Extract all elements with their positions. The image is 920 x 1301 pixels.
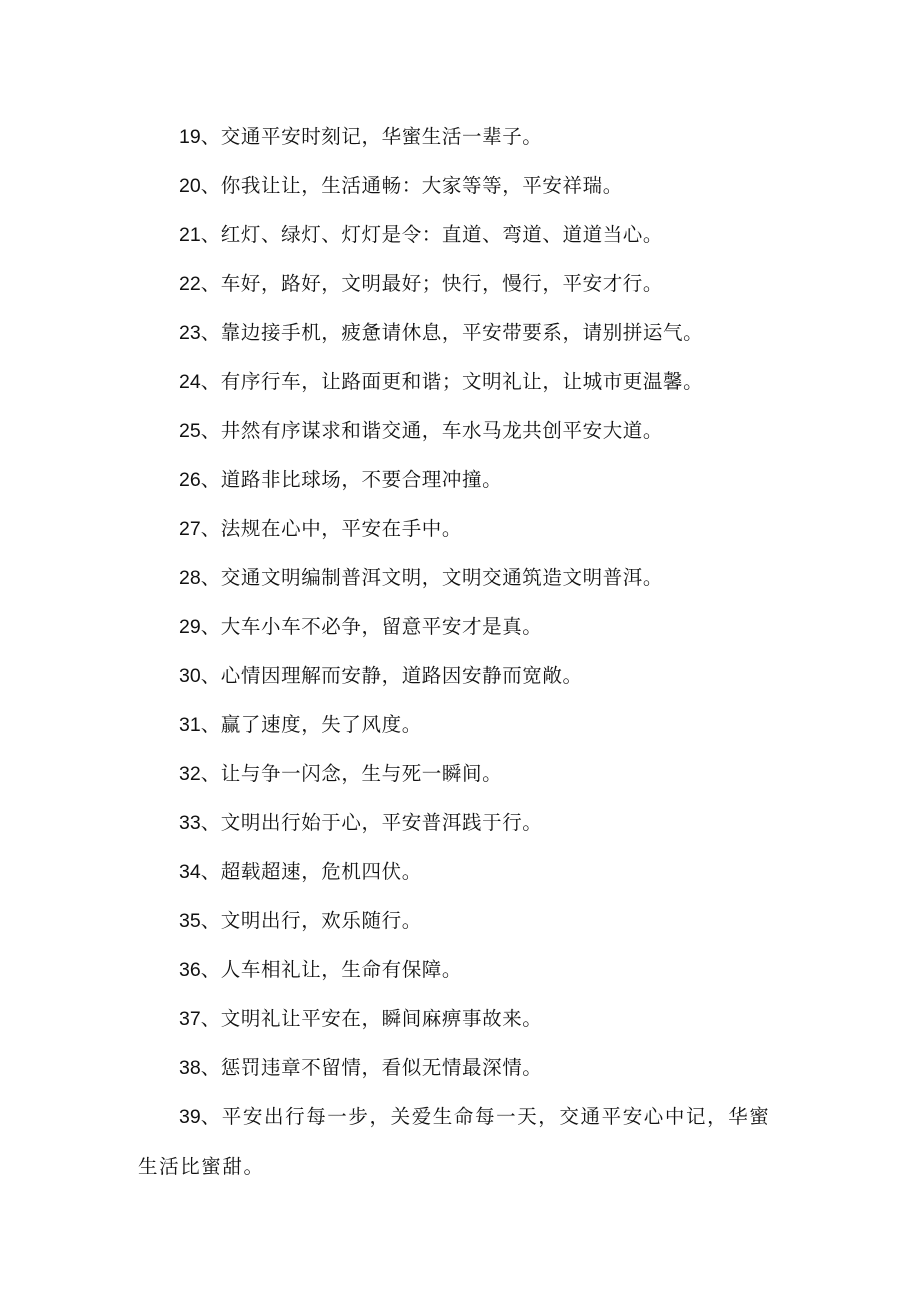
item-number: 29 <box>179 616 201 638</box>
item-number: 20 <box>179 175 201 197</box>
list-item <box>138 357 778 406</box>
list-item <box>138 1092 778 1191</box>
list-item <box>138 847 778 896</box>
item-text: 、让与争一闪念，生与死一瞬间。 <box>200 762 503 785</box>
item-text: 、法规在心中，平安在手中。 <box>200 517 463 540</box>
list-item <box>138 406 778 455</box>
item-number: 24 <box>179 371 201 393</box>
item-number: 30 <box>179 665 201 687</box>
item-text: 、靠边接手机，疲惫请休息，平安带要系，请别拼运气。 <box>200 321 704 344</box>
list-item <box>138 553 778 602</box>
item-text: 、文明礼让平安在，瞬间麻痹事故来。 <box>200 1007 543 1030</box>
item-text: 、交通文明编制普洱文明，文明交通筑造文明普洱。 <box>200 566 664 589</box>
item-text: 、大车小车不必争，留意平安才是真。 <box>200 615 543 638</box>
list-item <box>138 651 778 700</box>
item-text: 、平安出行每一步，关爱生命每一天，交通平安心中记，华蜜生活比蜜甜。 <box>138 1105 771 1178</box>
item-text: 、文明出行始于心，平安普洱践于行。 <box>200 811 543 834</box>
list-item <box>138 455 778 504</box>
item-text: 、红灯、绿灯、灯灯是令：直道、弯道、道道当心。 <box>200 223 664 246</box>
item-number: 21 <box>179 224 201 246</box>
list-item <box>138 112 778 161</box>
item-text: 、赢了速度，失了风度。 <box>200 713 422 736</box>
list-item <box>138 700 778 749</box>
item-text: 、超载超速，危机四伏。 <box>200 860 422 883</box>
item-number: 32 <box>179 763 201 785</box>
item-number: 28 <box>179 567 201 589</box>
item-text: 、文明出行，欢乐随行。 <box>200 909 422 932</box>
list-item <box>138 798 778 847</box>
item-number: 31 <box>179 714 201 736</box>
item-number: 33 <box>179 812 201 834</box>
item-number: 37 <box>179 1008 201 1030</box>
item-text: 、车好，路好，文明最好；快行，慢行，平安才行。 <box>200 272 664 295</box>
list-item <box>138 896 778 945</box>
list-item <box>138 210 778 259</box>
list-item <box>138 161 778 210</box>
item-number: 39 <box>179 1106 201 1128</box>
item-number: 22 <box>179 273 201 295</box>
item-number: 26 <box>179 469 201 491</box>
item-text: 、有序行车，让路面更和谐；文明礼让，让城市更温馨。 <box>200 370 704 393</box>
slogan-list <box>138 112 778 1191</box>
item-text: 、你我让让，生活通畅：大家等等，平安祥瑞。 <box>200 174 623 197</box>
list-item <box>138 1043 778 1092</box>
item-number: 35 <box>179 910 201 932</box>
item-number: 27 <box>179 518 201 540</box>
list-item <box>138 945 778 994</box>
item-text: 、交通平安时刻记，华蜜生活一辈子。 <box>200 125 543 148</box>
list-item <box>138 749 778 798</box>
list-item <box>138 602 778 651</box>
item-text: 、心情因理解而安静，道路因安静而宽敞。 <box>200 664 583 687</box>
list-item <box>138 504 778 553</box>
item-text: 、惩罚违章不留情，看似无情最深情。 <box>200 1056 543 1079</box>
item-text: 、道路非比球场，不要合理冲撞。 <box>200 468 503 491</box>
item-number: 34 <box>179 861 201 883</box>
item-number: 36 <box>179 959 201 981</box>
item-number: 23 <box>179 322 201 344</box>
item-number: 38 <box>179 1057 201 1079</box>
list-item <box>138 308 778 357</box>
item-text: 、井然有序谋求和谐交通，车水马龙共创平安大道。 <box>200 419 664 442</box>
item-number: 25 <box>179 420 201 442</box>
list-item <box>138 994 778 1043</box>
item-text: 、人车相礼让，生命有保障。 <box>200 958 463 981</box>
list-item <box>138 259 778 308</box>
item-number: 19 <box>179 126 201 148</box>
